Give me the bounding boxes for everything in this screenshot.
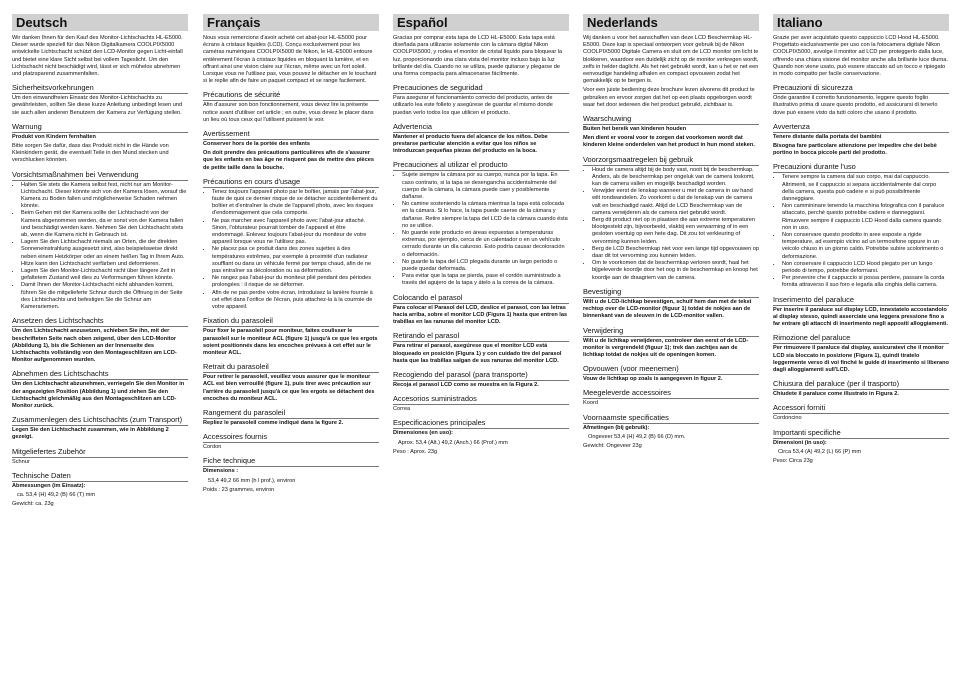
section-heading: Inserimento del paraluce [773, 295, 949, 306]
bullet-item: • Non cammininare tenendo la macchina fotografica con il paraluce attaccato, perché questo potrebbe cadere e danneggiarsi. Rimuovere sempre il cappuccio LCD Hood dalla camera quando non in uso. [782, 203, 949, 232]
bullet-item: • Om te voorkomen dat de beschermkap verloren wordt, haal het bijgeleverde koordje door het oog in de beschermkap en knoop het koordje aan de draagriem van de camera. [592, 260, 759, 282]
bold-paragraph: Men dient er vooral voor te zorgen dat voorkomen wordt dat kinderen kleine onderdelen van het product in hun mond steken. [583, 135, 755, 149]
section-heading: Recogiendo del parasol (para transporte) [393, 370, 569, 381]
bold-paragraph: On doit prendre des précautions particulières afin de s'assurer que les enfants en bas âge ne risquent pas de mettre des pièces de petite taille dans la bouche. [203, 150, 374, 171]
bold-paragraph: Afmetingen (bij gebruik): [583, 424, 650, 431]
bullet-item: • Tenere sempre la camera dal suo corpo, mai dal cappuccio. Altrimenti, se il cappuccio si separa accidentalmente dal corpo della camera, questa può cadere e si può possibilmente danneggiare. [782, 174, 949, 203]
section-heading: Mitgeliefertes Zubehör [12, 447, 188, 458]
bold-paragraph: Dimensiones (en uso): [393, 430, 453, 437]
section-heading: Advertencia [393, 122, 569, 133]
language-column [12, 14, 188, 664]
language-column [203, 14, 379, 664]
bullet-list [583, 167, 759, 282]
bold-paragraph: Wilt u de lichtkap verwijderen, controleer dan eerst of de LCD-monitor is vergrendeld (figuur 1); trek dan zachtjes aan de lichtkap totdat de nokjes uit de openingen komen. [583, 337, 749, 358]
language-header [583, 14, 759, 31]
section-heading: Ansetzen des Lichtschachts [12, 316, 188, 327]
paragraph: Koord [583, 400, 598, 407]
section-heading: Retirando el parasol [393, 331, 569, 342]
language-title: Français [207, 15, 261, 30]
bold-paragraph: Mantener el producto fuera del alcance de los niños. Debe prestarse particular atención a evitar que los niños se introduzcan pequeñas piezas del producto en la boca. [393, 133, 548, 155]
paragraph: Poids : 23 grammes, environ [203, 486, 275, 493]
language-header [203, 14, 379, 31]
bold-paragraph: Per rimuovere il paraluce dal display, assicuratevi che il monitor LCD sia bloccato in posizione (Figura 1), quindi tiratelo leggermente verso di voi finché le guide di inserimento si liberano dagli alloggiamenti sull'LCD. [773, 345, 949, 373]
bold-paragraph: Repliez le parasoleil comme indiqué dans la figure 2. [203, 419, 344, 426]
language-header [12, 14, 188, 31]
language-header [393, 14, 569, 31]
bullet-item: • No camine sosteniendo la cámara mientras la tapa está colocada en la cámara. Si lo hace, la tapa puede caerse de la cámara y dañarse. Retire siempre la tapa del LCD de la cámara cuando ésta no se utilice. [402, 201, 569, 230]
section-heading: Technische Daten [12, 471, 188, 482]
section-heading: Accessori forniti [773, 403, 949, 414]
section-heading: Meegeleverde accessoires [583, 388, 759, 399]
bullet-item: • Ne rangez pas l'abat-jour du moniteur plié pendant des périodes prolongées : il risque de se déformer. [212, 275, 379, 289]
bold-paragraph: Chiudete il paraluce come illustrato in Figura 2. [773, 391, 899, 398]
bold-paragraph: Tenere distante dalla portata dei bambini [773, 133, 882, 140]
section-heading: Rangement du parasoleil [203, 408, 379, 419]
language-title: Nederlands [587, 15, 658, 30]
bullet-list [773, 174, 949, 289]
section-heading: Precauciones de seguridad [393, 83, 569, 94]
section-heading: Bevestiging [583, 287, 759, 298]
language-header [773, 14, 949, 31]
paragraph: Gewicht: ca. 23g [12, 501, 54, 508]
section-heading: Accessoires fournis [203, 432, 379, 443]
bullet-item: • No guarde este producto en áreas expuestas a temperaturas extremas, por ejemplo, cerca de un calentador o en un vehículo cerrado durante un día caluroso. Esto podría causar decoloración o deformación. [402, 230, 569, 259]
bold-paragraph: Abmessungen (im Einsatz): [12, 482, 86, 489]
paragraph: Correa [393, 406, 411, 413]
paragraph: Onde garantire il corretto funzionamento, leggere questo foglio illustrativo prima di usare questo prodotto, ed assicurarsi di tenerlo dove può essere visto da tutti coloro che usano il prodotto. [773, 95, 938, 116]
bullet-item: • Berg dit product niet op in plaatsen die aan extreme temperaturen blootgesteld zijn, bijvoorbeeld, vlakbij een verwarming of in een gesloten voertuig op een hete dag. Dit zou tot verkleuring of vervorming kunnen leiden. [592, 217, 759, 246]
section-heading: Verwijdering [583, 326, 759, 337]
section-heading: Accesorios suministrados [393, 394, 569, 405]
bold-paragraph: Per inserire il paraluce sul display LCD, innestatelo accostandolo al display stesso, quindi asserciate una leggera pressione fino a far entrare gli attacchi di inserimento negli appositi alloggiamenti. [773, 306, 948, 328]
paragraph: Gracias por comprar esta tapa de LCD HL-E5000. Esta tapa está diseñada para utilizarse solamente con la cámara digital Nikon COOLPIX5000, y rodea el monitor de cristal líquido para bloquear la luz, proporcionando una clara vista del monitor incluso bajo la luz brillante del día. Cuando no se utiliza, puede quitarse y plegarse de una forma compacta para almacenarse fácilmente. [393, 35, 563, 78]
bold-paragraph: Vouw de lichtkap op zoals is aangegeven in figuur 2. [583, 376, 723, 383]
bullet-list [393, 172, 569, 287]
bullet-item: • No guarde la tapa del LCD plegada durante un largo período o puede quedar deformada. [402, 259, 569, 273]
bullet-item: • Afin de ne pas perdre votre écran, introduisez la lanière fournie à cet effet dans l'orifice de l'écran, puis attachez-la à la courroie de votre appareil. [212, 290, 379, 312]
bold-paragraph: Para retirar el parasol, asegúrese que el monitor LCD está bloqueado en posición (Figura 1) y con cuidado tire del parasol hasta que las trabillas salgan de sus ranuras del monitor LCD. [393, 343, 562, 364]
section-heading: Opvouwen (voor meenemen) [583, 364, 759, 375]
bold-paragraph: Legen Sie den Lichtschacht zusammen, wie in Abbildung 2 gezeigt. [12, 427, 169, 441]
section-heading: Importanti specifiche [773, 428, 949, 439]
section-heading: Precauciones al utilizar el producto [393, 160, 569, 171]
section-heading: Precauzioni di sicurezza [773, 83, 949, 94]
section-heading: Precauzioni durante l'uso [773, 162, 949, 173]
bold-paragraph: Pour fixer le parasoleil pour moniteur, faites coulisser le parasoleil sur le moniteur ACL (figure 1) jusqu'à ce que les ergots soient positionnés dans les encoches prévues à cet effet sur le moniteur ACL. [203, 328, 378, 356]
bullet-item: • Per prevenire che il cappuccio si possa perdere, passare la corda fornita attraverso il suo foro e legarla alla cinghia della camera. [782, 275, 949, 289]
paragraph: Wij danken u voor het aanschaffen van deze LCD Beschermkap HL-E5000. Deze kap is speciaal ontworpen voor gebruik bij de Nikon COOLPIX5000 Digitale Camera en sluit om de LCD monitor om licht te blokkeren, waardoor een duidelijk zicht op de monitor verkregen wordt, zelfs in helder daglicht. Als het niet gebruikt wordt, kan u het er net een eenvoudige handeling afhalen en compact opvouwen zodat het gemakkelijk op te bergen is. [583, 35, 759, 85]
section-heading: Chiusura del paraluce (per il trasporto) [773, 379, 949, 390]
bullet-item: • Halten Sie stets die Kamera selbst fest, nicht nur am Monitor-Lichtschacht. Dieser könnte sich von der Kamera lösen, worauf die Kamera zu Boden fallen und möglicherweise Schaden nehmen könnte. [21, 182, 188, 211]
section-heading: Zusammenlegen des Lichtschachts (zum Transport) [12, 415, 188, 426]
section-heading: Sicherheitsvorkehrungen [12, 83, 188, 94]
bullet-item: • Sujete siempre la cámara por su cuerpo, nunca por la tapa. En caso contrario, si la tapa se desengancha accidentalmente del cuerpo de la cámara, la cámara puede caer y posiblemente dañarse. [402, 172, 569, 201]
bullet-item: • Lagern Sie den Lichtschacht niemals an Orten, die der direkten Sonneneinstrahlung ausgesetzt sind, also beispielsweise direkt neben einem Heizkörper oder an einem heißen Tag in Ihrem Auto. Hitze kann den Lichtschacht verfärben und deformieren. [21, 239, 188, 268]
bullet-item: • Berg de LCD Beschermkap niet voor een lange tijd opgevouwen op daar dit tot vervorming zou kunnen leiden. [592, 246, 759, 260]
paragraph: Cordoncino [773, 415, 802, 422]
paragraph: Wir danken Ihnen für den Kauf des Monitor-Lichtschachts HL-E5000. Dieser wurde speziell für das Nikon Digitalkamera COOLPIX5000 entwickelte Lichtschacht schützt den LCD-Monitor gegen Licht-einfall und bietet eine klare Sicht selbst bei vollem Tageslicht. Um den Lichtschacht nicht beschädigt wird, lässt er sich mühelos abnehmen und platzsparend zusammenfalten. [12, 35, 183, 78]
bullet-item: • Ne pas marcher avec l'appareil photo avec l'abat-jour attaché. Sinon, l'obturateur pourrait tomber de l'appareil et être endommagé. Enlevez toujours l'abat-jour du moniteur de votre appareil lorsque vous ne l'utilisez pas. [212, 218, 379, 247]
bold-paragraph: Recoja el parasol LCD como se muestra en la Figura 2. [393, 381, 539, 388]
bullet-item: • Ne placez pas ce produit dans des zones sujettes à des températures extrêmes, par exemple à proximité d'un radiateur soufflant ou dans un véhicule fermé par temps chaud, afin de ne pas entraîner sa décoloration ou sa déformation. [212, 246, 379, 275]
spec-dimensions: Ongeveer 53,4 (H) 49,2 (B) 66 (D) mm. [588, 433, 686, 440]
bold-paragraph: Um den Lichtschacht anzusetzen, schieben Sie ihn, mit der beschrifteten Seite nach oben zeigend, über den LCD-Monitor (Abbildung 1), bis die Schienen an der Innenseite des Lichtschachts vollständig von den Montageschlitzen am LCD-Monitor aufgenommen wurden. [12, 328, 177, 364]
spec-dimensions: Circa 53,4 (A) 49,2 (L) 66 (P) mm [778, 448, 861, 455]
paragraph: Gewicht: Ongeveer 23g [583, 442, 642, 449]
bold-paragraph: Pour retirer le parasoleil, veuillez vous assurer que le moniteur ACL est bien verrouillé (figure 1), puis tirer avec précaution sur l'arrière du parasoleil jusqu'à ce que les ergots se détachent des encoches du moniteur ACL. [203, 374, 375, 402]
section-heading: Avertissement [203, 129, 379, 140]
language-column [393, 14, 569, 664]
paragraph: Afin d'assurer son bon fonctionnement, vous devez lire la présente notice avant d'utiliser cet article ; en outre, vous devez le placer dans un lieu où tous ceux qui l'utilisent puissent le voir. [203, 102, 374, 123]
paragraph: Cordon [203, 444, 222, 451]
bold-paragraph: Um den Lichtschacht abzunehmen, verriegeln Sie den Monitor in der angezeigten Position (Abbildung 1) und ziehen Sie den Lichtschacht gleichmäßig aus den Montageschlitzen am LCD-Monitor zurück. [12, 381, 185, 409]
paragraph: Um den einwandfreien Einsatz des Monitor-Lichtschachts zu gewährleisten, sollten Sie diese kurze Anleitung unbedingt lesen und sie auch allen anderen Benutzern der Kamera zur Verfügung stellen. [12, 95, 183, 116]
section-heading: Fixation du parasoleil [203, 316, 379, 327]
bullet-list [203, 189, 379, 311]
paragraph: Schnur [12, 458, 30, 465]
bold-paragraph: Wilt u de LCD-lichtkap bevestigen, schuif hem dan met de tekst rechtop over de LCD-monitor (figuur 1) totdat de nokjes aan de binnenkant van de sleuven in de LCD-monitor vallen. [583, 298, 752, 320]
spec-dimensions: 53,4 49,2 66 mm (h l prof.), environ [208, 477, 296, 484]
section-heading: Voorzorgsmaatregelen bij gebruik [583, 155, 759, 166]
bullet-list [12, 182, 188, 312]
bold-paragraph: Buiten het bereik van kinderen houden [583, 126, 687, 133]
bullet-item: • Para evitar que la tapa se pierda, pase el cordón suministrado a través del agujero de la tapa y átelo a la correa de la cámara. [402, 273, 569, 287]
paragraph: Grazie per aver acquistato questo cappuccio LCD Hood HL-E5000. Progettato esclusivamente per uso con la fotocamera digitale Nikon COOLPIX5000, avvolge il monitor ad LCD per proteggerlo dalla luce, offrendo una chiara visione del monitor anche alla brillante luce diurna. Quando non viene usato, può essere staccato ad un tocco e ripiegato in modo compatto per facile conservazione. [773, 35, 948, 78]
language-title: Español [397, 15, 448, 30]
bullet-item: • Damit Ihnen der Monitor-Lichtschacht nicht abhanden kommt, führen Sie die mitgelieferte Schnur durch die Öffnung in der Seite des Lichtschachts und befestigen Sie die Schnur am Kamerariemen. [21, 282, 188, 311]
bullet-item: • Non conservare il cappuccio LCD Hood piegato per un lungo periodo di tempo, potrebbe deformarsi. [782, 261, 949, 275]
section-heading: Especificaciones principales [393, 418, 569, 429]
paragraph: Peso : Aprox. 23g [393, 448, 438, 455]
language-title: Italiano [777, 15, 823, 30]
spec-dimensions: Aprox. 53,4 (Alt.) 49,2 (Anch.) 66 (Prof.) mm [398, 439, 508, 446]
section-heading: Retrait du parasoleil [203, 362, 379, 373]
section-heading: Warnung [12, 122, 188, 133]
language-column [583, 14, 759, 664]
paragraph: Peso: Circa 23g [773, 457, 813, 464]
bold-paragraph: Bisogna fare particolare attenzione per impedire che dei bebè portino in bocca piccole parti del prodotto. [773, 143, 937, 157]
paragraph: Bitte sorgen Sie dafür, dass das Produkt nicht in die Hände von Kleinkindern gerät, die eventuell Teile in den Mund stecken und verschlucken könnten. [12, 143, 169, 164]
section-heading: Avvertenza [773, 122, 949, 133]
bullet-item: • Non conservare questo prodotto in aree esposte a rigide temperature, ad esempio vicino ad un termosifone oppure in un veicolo chiuso in un giorno caldo. Potrebbe subire scolorimento o deformazione. [782, 232, 949, 261]
bullet-item: • Tenez toujours l'appareil photo par le boîtier, jamais par l'abat-jour, faute de quoi ce dernier risque de se détacher accidentellement du boîtier et d'entraîner la chute de l'appareil photo, avec les risques d'endommagement que cela comporte. [212, 189, 379, 218]
bullet-item: • Houd de camera altijd bij de body vast, nooit bij de beschermkap. Anders, als de beschermkap per ongeluk van de camera loskomt, kan de camera vallen en mogelijk beschadigd worden. [592, 167, 759, 189]
bold-paragraph: Dimensions : [203, 468, 239, 475]
section-heading: Abnehmen des Lichtschachts [12, 369, 188, 380]
section-heading: Fiche technique [203, 456, 379, 467]
bullet-item: • Lagern Sie den Monitor-Lichtschacht nicht über längere Zeit in gefaltetem Zustand weil dies zu Verformungen führen könnte. [21, 268, 188, 282]
bullet-item: • Beim Gehen mit der Kamera sollte der Lichtschacht von der Kamera abgenommen werden, da er sonst von der Kamera fallen und beschädigt werden kann. Nehmen Sie den Lichtschacht stets ab, wenn die Kamera nicht in Gebrauch ist. [21, 210, 188, 239]
section-heading: Précautions en cours d'usage [203, 177, 379, 188]
section-heading: Colocando el parasol [393, 293, 569, 304]
spec-dimensions: ca. 53,4 (H) 49,2 (B) 66 (T) mm [17, 491, 96, 498]
section-heading: Vorsichtsmaßnahmen bei Verwendung [12, 170, 188, 181]
section-heading: Rimozione del paraluce [773, 333, 949, 344]
bullet-item: • Verwijder eerst de lenskap wanneer u met de camera in uw hand wilt rondwandelen. Zo voorkomt u dat de lenskap van de camera valt en beschadigd raakt. Altijd de LCD Beschermkap van de camera verwijderen als de camera niet gebruikt wordt. [592, 188, 759, 217]
bold-paragraph: Dimensioni (in uso): [773, 439, 827, 446]
bold-paragraph: Conserver hors de la portée des enfants [203, 141, 310, 148]
section-heading: Voornaamste specificaties [583, 413, 759, 424]
paragraph: Voor een juiste bediening deze brochure lezen alvorens dit product te gebruiken en ervoor zorgen dat het op een plaats opgeborgen wordt waar het door iedereen die het product gebruikt, zichtbaar is. [583, 87, 755, 108]
language-column [773, 14, 949, 664]
section-heading: Waarschuwing [583, 114, 759, 125]
paragraph: Para asegurar el funcionamiento correcto del producto, antes de utilizarlo lea este folleto y asegúrese de guardar el mismo donde puedan verlo todos los que utilicen el producto. [393, 95, 553, 116]
paragraph: Nous vous remercions d'avoir acheté cet abat-jour HL-E5000 pour écrans à cristaux liquides (LCD). Conçu exclusivement pour les caméras numériques COOLPIX5000 de Nikon, le HL-E5000 entoure entièrement l'écran à cristaux liquides en bloquant la lumière, et en offrant ainsi une vision claire sur l'écran, même avec un fort soleil. Lorsque vous ne l'utilisez pas, vous pouvez le détacher en le touchant si le replie afin de faire un paquet compact et se range facilement. [203, 35, 377, 85]
section-heading: Précautions de sécurité [203, 90, 379, 101]
bold-paragraph: Para colocar el Parasol del LCD, deslice el parasol, con las letras hacia arriba, sobre el monitor LCD (Figura 1) hasta que entren las trabillas en las ranuras del monitor LCD. [393, 304, 568, 326]
language-title: Deutsch [16, 15, 68, 30]
bold-paragraph: Produkt von Kindern fernhalten [12, 133, 96, 140]
